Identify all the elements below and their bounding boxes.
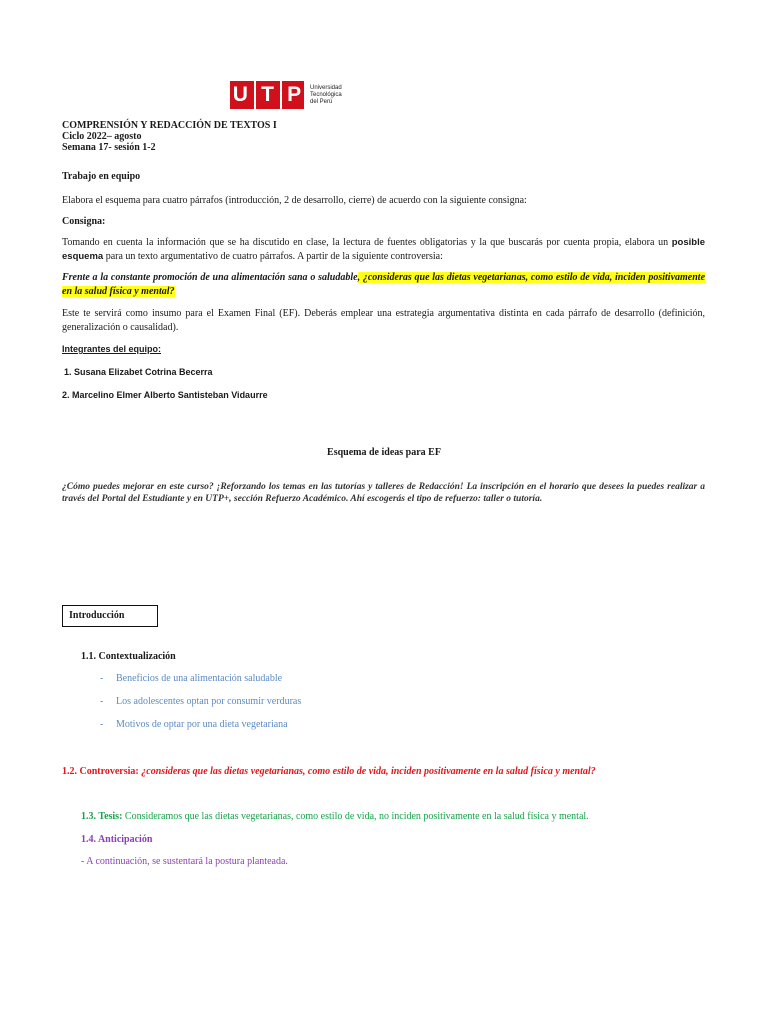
controversy-label: 1.2. Controversia:: [62, 766, 142, 777]
logo-wordmark: [310, 85, 342, 106]
logo-text-line: Tecnológica: [310, 91, 342, 98]
tutoring-tip: ¿Cómo puedes mejorar en este curso? ¡Reforzando los temas en las tutorías y talleres de Redacción! La inscripción en el horario que desees la puedes realizar a través del Portal del Estudiante y en UTP+, sección Refuerzo Académico. Ahí escogerás el tipo de refuerzo: taller o tutoría.: [62, 482, 705, 504]
controversy-part-a: Frente a la constante promoción de una alimentación sana o saludable: [62, 272, 358, 283]
logo-letter-u: U: [232, 83, 248, 106]
controversy-text: ¿consideras que las dietas vegetarianas, como estilo de vida, inciden positivamente en la salud física y mental?: [141, 766, 596, 777]
members-label: Integrantes del equipo:: [62, 344, 162, 354]
work-instruction: Elabora el esquema para cuatro párrafos (introducción, 2 de desarrollo, cierre) de acuerdo con la siguiente consigna:: [62, 195, 527, 206]
controversy-part-highlighted: , ¿consideras que las dietas vegetarianas, como estilo de vida, inciden positivamente en la salud física y mental?: [62, 272, 706, 297]
consigna-label: Consigna:: [62, 216, 106, 227]
member-2: [62, 390, 268, 400]
logo-text-line: Universidad: [310, 84, 342, 91]
utp-logo: [230, 81, 342, 109]
controversy-line: [62, 766, 596, 777]
context-item-text: Beneficios de una alimentación saludable: [116, 673, 283, 684]
consigna-text-a: Tomando en cuenta la información que se ha discutido en clase, la lectura de fuentes obligatorias y la que buscarás por cuenta propia, elabora un: [62, 237, 672, 248]
context-item-text: Los adolescentes optan por consumir verduras: [116, 696, 302, 707]
context-item: [100, 719, 288, 730]
context-item: [100, 673, 282, 684]
logo-mark: [230, 81, 304, 109]
consigna-text: [62, 236, 705, 264]
introduction-box: [62, 605, 158, 627]
logo-letter-t: T: [261, 83, 274, 106]
logo-letter-p: P: [287, 83, 302, 106]
logo-separator: [254, 81, 256, 109]
course-cycle: Ciclo 2022– agosto: [62, 131, 142, 142]
work-title: Trabajo en equipo: [62, 171, 141, 182]
context-item-text: Motivos de optar por una dieta vegetariana: [116, 719, 288, 730]
member-1: 1. Susana Elizabet Cotrina Becerra: [64, 367, 213, 377]
member-2-name: . Marcelino Elmer Alberto Santisteban Vidaurre: [67, 390, 268, 400]
thesis-label: 1.3. Tesis:: [81, 811, 123, 822]
consigna-text-b: para un texto argumentativo de cuatro párrafos. A partir de la siguiente controversia:: [103, 251, 443, 262]
thesis-line: [81, 811, 589, 822]
exam-text: Este te servirá como insumo para el Examen Final (EF). Deberás emplear una estrategia argumentativa distinta en cada párrafo de desarrollo (definición, generalización o causalidad).: [62, 308, 705, 333]
course-header: [62, 120, 277, 153]
consigna-text-bold: posible esquema: [62, 237, 705, 262]
introduction-label: Introducción: [69, 610, 125, 621]
controversy-statement: [62, 271, 705, 299]
context-label: 1.1. Contextualización: [81, 651, 176, 662]
bullet-dash: -: [100, 696, 104, 707]
scheme-title: Esquema de ideas para EF: [327, 447, 441, 458]
course-week: Semana 17- sesión 1-2: [62, 142, 156, 153]
bullet-dash: -: [100, 673, 104, 684]
anticipation-label: 1.4. Anticipación: [81, 834, 153, 845]
member-2-number: 2: [62, 390, 68, 400]
logo-text-line: del Perú: [310, 98, 333, 105]
course-title: COMPRENSIÓN Y REDACCIÓN DE TEXTOS I: [62, 120, 277, 131]
logo-separator: [280, 81, 282, 109]
thesis-text: Consideramos que las dietas vegetarianas, como estilo de vida, no inciden positivamente en la salud física y mental.: [122, 811, 589, 822]
bullet-dash: -: [100, 719, 104, 730]
context-item: [100, 696, 301, 707]
anticipation-text: - A continuación, se sustentará la postura planteada.: [81, 856, 288, 867]
